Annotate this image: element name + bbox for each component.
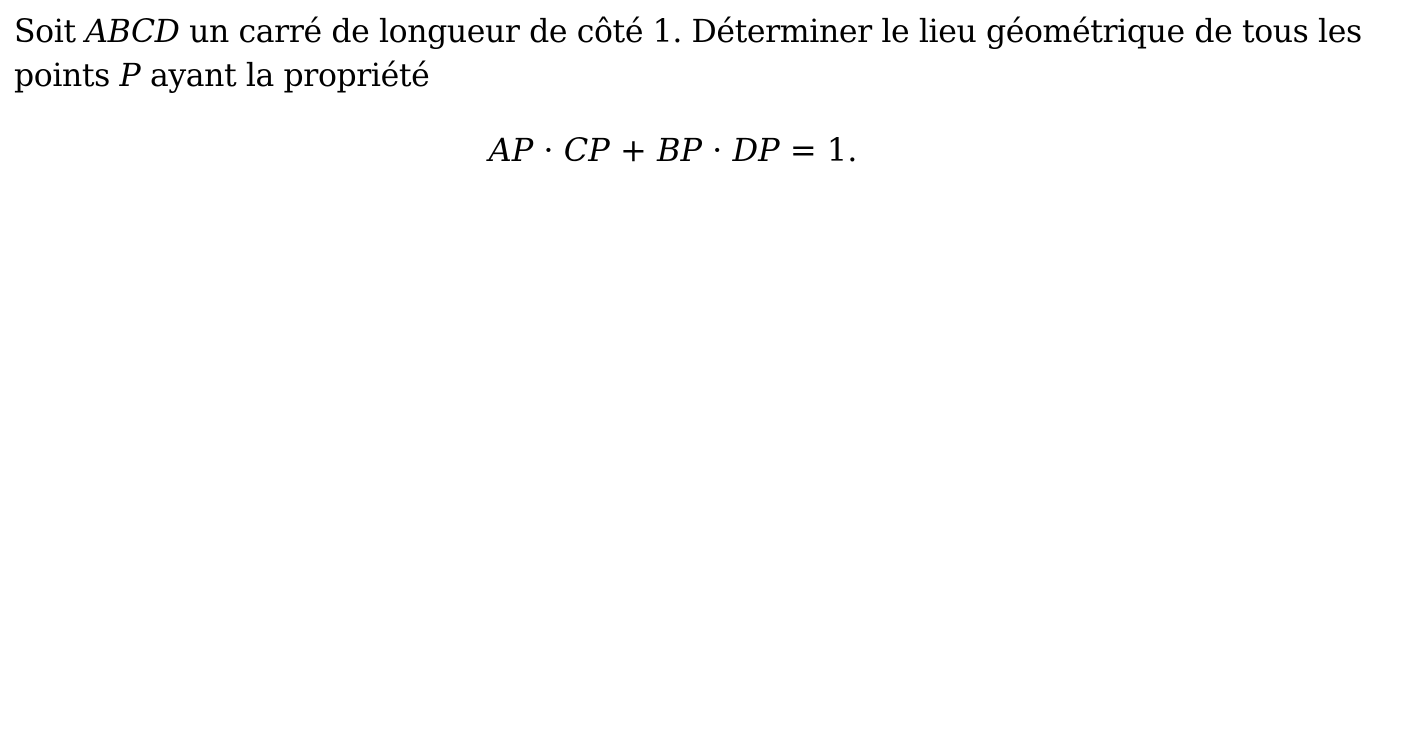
text-soit: Soit xyxy=(14,14,86,50)
eq-plus: + xyxy=(609,131,657,169)
eq-term-ap: AP xyxy=(488,131,534,169)
eq-cdot-2: · xyxy=(701,131,733,169)
eq-term-dp: DP xyxy=(732,131,780,169)
eq-rhs: 1. xyxy=(826,131,858,169)
math-square-name: ABCD xyxy=(85,14,180,50)
text-property: ayant la propriété xyxy=(140,58,430,94)
display-equation xyxy=(0,128,1346,172)
math-point-p: P xyxy=(119,58,141,94)
statement-line-2 xyxy=(14,54,1399,98)
eq-term-cp: CP xyxy=(563,131,610,169)
text-points: points xyxy=(14,58,120,94)
problem-paragraph xyxy=(14,10,1399,98)
eq-term-bp: BP xyxy=(656,131,702,169)
statement-line-1 xyxy=(14,10,1399,54)
eq-equals: = xyxy=(779,131,827,169)
eq-cdot-1: · xyxy=(533,131,564,169)
problem-statement xyxy=(14,10,1399,98)
text-square-description: un carré de longueur de côté 1. Déterminer le lieu géométrique de tous les xyxy=(179,14,1362,50)
